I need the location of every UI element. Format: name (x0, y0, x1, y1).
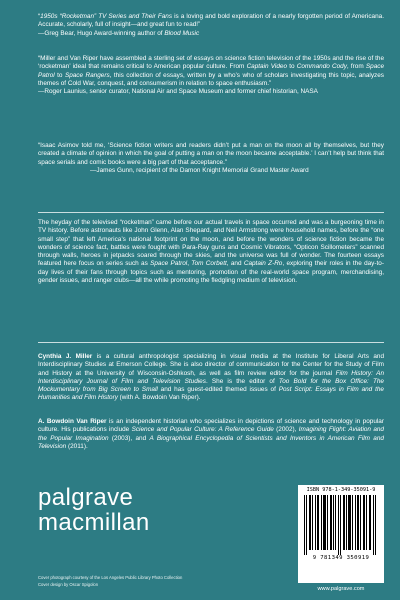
quote-attribution: —Roger Launius, senior curator, National Air and Space Museum and former chief historian, NASA (38, 88, 318, 95)
isbn-label: ISBN 978-1-349-35091-9 (306, 487, 376, 493)
barcode-icon (302, 495, 380, 555)
text-run: , exploring their roles in the day-to-day lives of their fans through topics such as mentoring, promotion of the real-world space program, merchandising, gender issues, and ranger clubs—all the while promoting the fledgling medium of television. (38, 260, 384, 284)
isbn-barcode-box (298, 485, 384, 583)
text-run: “Isaac Asimov told me, ‘Science fiction writers and readers didn’t put a man on the moon all by themselves, but they created a climate of opinion in which the goal of putting a man on the moon became acceptable.’ I can’t help but think that space serials and comic books were a big part of that acceptance.” (38, 142, 384, 166)
text-run: The heyday of the televised “rocketman” came before our actual travels in space occurred and was a burgeoning time in TV history. Before astronauts like John Glenn, Alan Shepard, and Neil Armstrong were household names, before the “one small step” that left America’s national footprint on the moon, and before the wonders of science fiction became the wonders of science fact, battles were fought with Para-Ray guns and Cosmic Vibrators, “Opticon Scillometers” scanned through walls, heroes in jetpacks soared through the skies, and the universe was full of wonder. The fourteen essays featured here focus on series such as (38, 219, 384, 268)
author-bio-miller (38, 353, 384, 403)
text-run: , and (226, 260, 244, 268)
text-run: “Miller and Van Riper have assembled a sterling set of essays on science fiction television of the 1950s and the rise of the ‘rocketman’ ideal that remains critical to American popular culture. From (38, 55, 384, 71)
text-run: (2003), and (108, 434, 150, 442)
section-divider (38, 212, 384, 213)
text-run: . She is the editor of (205, 377, 279, 385)
title-italic: Commando Cody (296, 63, 347, 71)
text-run: (2002), (273, 426, 299, 434)
quote-text (38, 13, 384, 30)
publisher-logo (38, 486, 208, 536)
title-italic: Film History: An Interdisciplinary Journal of Film and Television Studies (38, 369, 384, 385)
isbn-number: 9 781349 350919 (312, 555, 370, 561)
author-name: A. Bowdoin Van Riper (38, 418, 107, 425)
endorsement-quote-1 (38, 13, 384, 38)
author-bio-van-riper (38, 418, 384, 451)
title-italic: Imagining Flight: Aviation and the Popular Imagination (38, 426, 384, 442)
title-italic: Tom Corbett (191, 260, 227, 268)
text-run: to (54, 71, 65, 79)
section-divider (38, 342, 384, 343)
photo-credit: Cover photograph courtesy of the Los Angeles Public Library Photo Collection (38, 575, 183, 580)
title-italic: Science and Popular Culture: A Reference Guide (131, 426, 274, 434)
quote-attribution: —Greg Bear, Hugo Award-winning author of Blood Music (38, 29, 200, 37)
text-run: to (287, 63, 297, 71)
title-italic: Post Script: Essays in Film and the Humanities and Film History (38, 386, 384, 402)
title-italic: Captain Video (246, 63, 288, 71)
text-run: (with A. Bowdoin Van Riper). (117, 394, 201, 402)
text-run: (2011). (66, 442, 88, 450)
quote-attribution: —James Gunn, recipient of the Damon Knight Memorial Grand Master Award (90, 166, 309, 174)
text-run: “ (38, 13, 41, 20)
title-italic: 1950s “Rocketman” TV Series and Their Fans (40, 13, 173, 20)
title-italic: Too Bold for the Box Office: The Mockumentary from Big Screen to Small (38, 377, 384, 393)
author-name: Cynthia J. Miller (38, 353, 93, 360)
cover-credits (38, 575, 182, 588)
text-run: , (187, 260, 192, 268)
text-run: is a cultural anthropologist specializing in visual media at the Institute for Liberal Arts and Interdisciplinary Studies at Emerson College. She is also director of communication for the Center for the Study of Film and History at the University of Wisconsin-Oshkosh, as well as film review editor for the journal (38, 353, 384, 377)
quote-text (38, 142, 384, 167)
quote-text (38, 55, 384, 88)
title-italic: Space Rangers (64, 71, 110, 79)
text-run: , from (346, 63, 366, 71)
logo-word-macmillan: macmillan (38, 509, 150, 536)
title-italic: Space Patrol (38, 63, 384, 79)
book-description (38, 219, 384, 285)
endorsement-quote-3 (38, 142, 384, 175)
title-italic: A Biographical Encyclopedia of Scientists and Inventors in American Film and Television (38, 434, 384, 450)
title-italic: Space Patrol (150, 260, 188, 268)
publisher-website: www.palgrave.com (317, 586, 365, 592)
design-credit: Cover design by Oscar Spigolon (38, 581, 99, 587)
text-run: , this collection of essays, written by a who’s who of scholars investigating this topic, analyzes themes of Cold War, conquest, and consumerism in relation to space enthusiasm.” (38, 71, 384, 87)
endorsement-quote-2 (38, 55, 384, 96)
text-run: is an independent historian who specializes in depictions of science and technology in popular culture. His publications include (38, 418, 384, 434)
logo-word-palgrave: palgrave (38, 484, 134, 511)
text-run: is a loving and bold exploration of a nearly forgotten period of Americana. Accurate, scholarly, full of insight—and great fun to read!” (38, 13, 384, 29)
text-run: and has guest-edited themed issues of (157, 386, 279, 393)
title-italic: Captain Z-Ro (243, 260, 283, 268)
